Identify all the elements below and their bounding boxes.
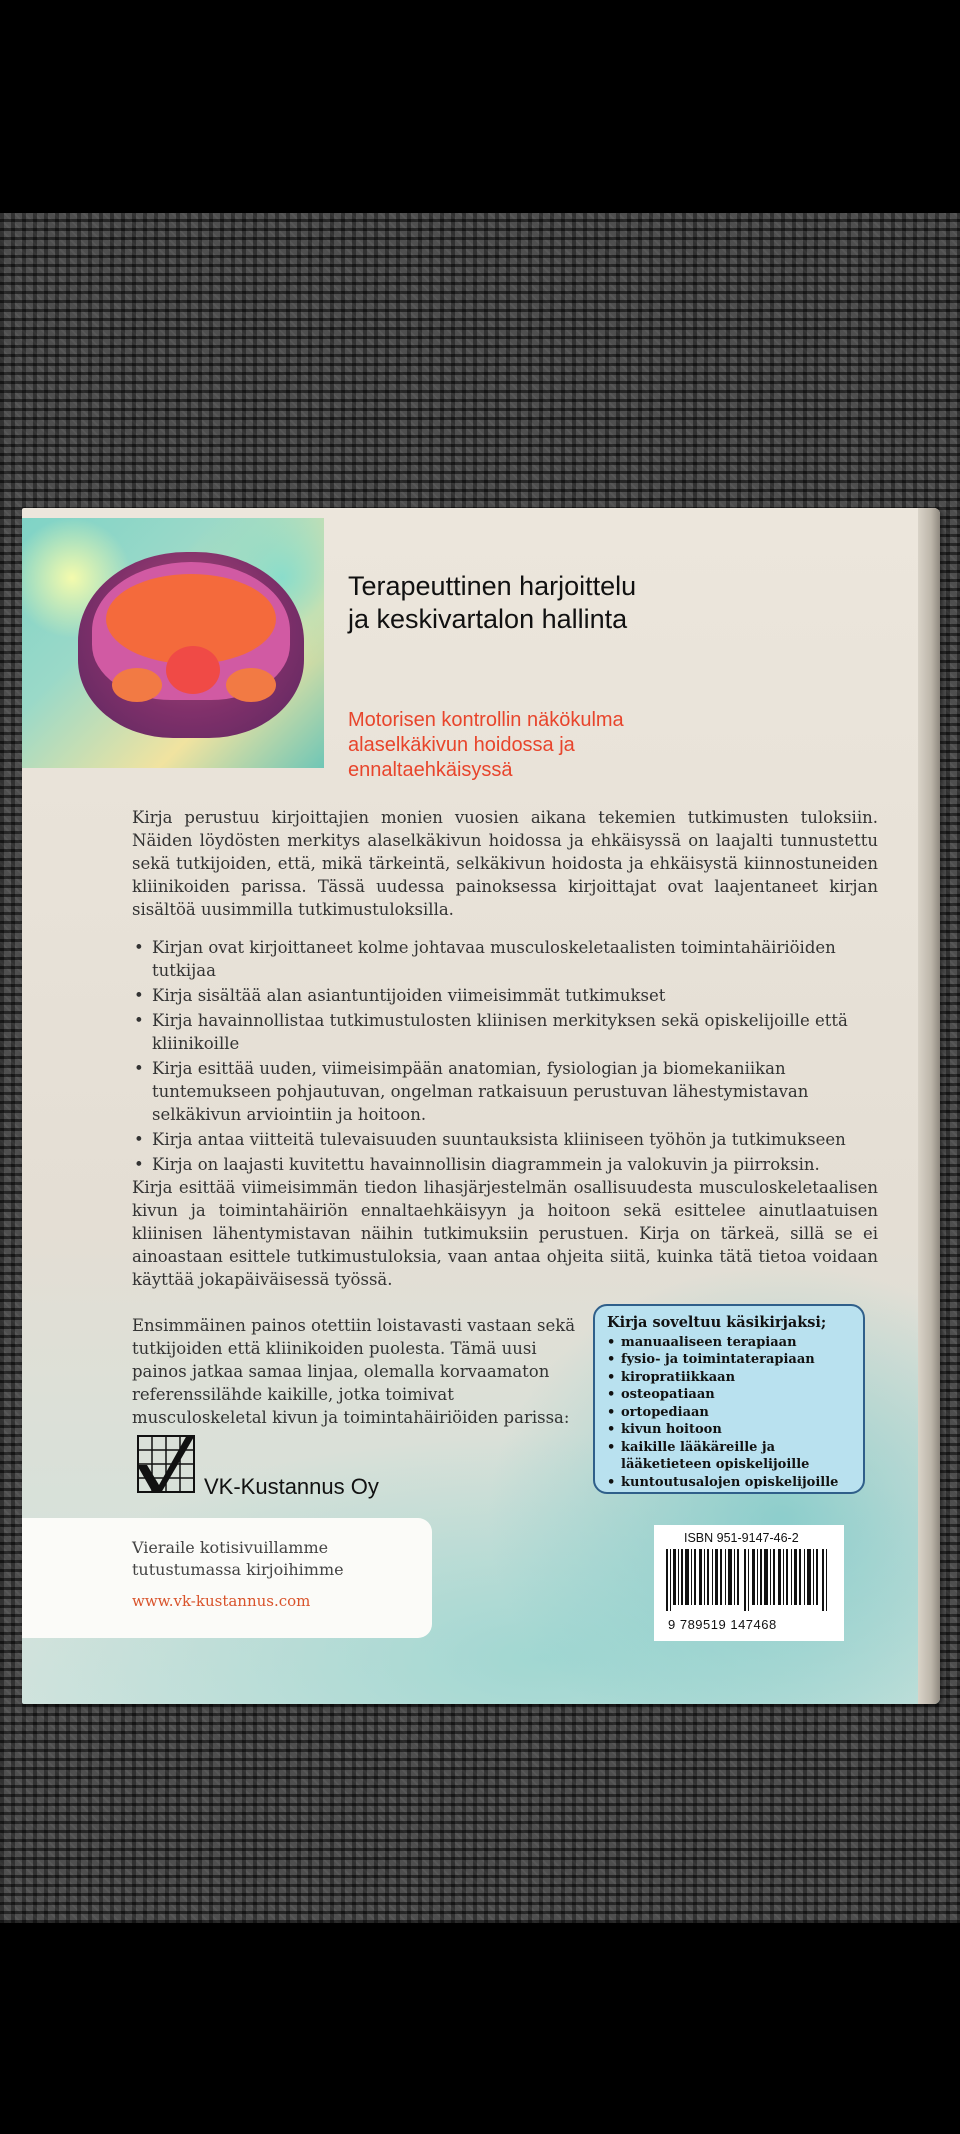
feature-list (132, 936, 882, 1178)
illustration-right-muscle (226, 668, 276, 702)
publisher-logo-icon (137, 1435, 195, 1493)
audience-item: • fysio- ja toimintaterapiaan (607, 1351, 851, 1369)
isbn-label: ISBN 951-9147-46-2 (684, 1531, 799, 1545)
barcode-panel (654, 1525, 844, 1641)
book-title: Terapeuttinen harjoittelu ja keskivartalon hallinta (348, 571, 637, 634)
ean-number: 9 789519 147468 (668, 1617, 777, 1632)
feature-item: • Kirja antaa viitteitä tulevaisuuden suuntauksista kliiniseen työhön ja tutkimukseen (132, 1128, 882, 1151)
audience-item: • ortopediaan (607, 1404, 851, 1422)
website-url: www.vk-kustannus.com (132, 1592, 311, 1610)
audience-item: • kaikille lääkäreille ja lääketieteen opiskelijoille (607, 1439, 851, 1474)
visit-line-1: Vieraile kotisivuillamme (132, 1538, 329, 1557)
feature-item: • Kirja havainnollistaa tutkimustulosten kliinisen merkityksen sekä opiskelijoille että kliinikoille (132, 1009, 882, 1055)
description-paragraph: Kirja esittää viimeisimmän tiedon lihasjärjestelmän osallisuudesta musculoskeletaalisen kivun ja toimintahäiriön ennaltaehkäisyyn ja hoitoon sekä esittelee ainutlaatuisen kliinisen lähentymistavan näihin tutkimuksiin perustuen. Kirja on tärkeä, sillä se ei ainoastaan esittele tutkimustuloksia, vaan antaa ohjeita siitä, kuinka tätä tietoa voidaan käyttää jokapäiväisessä työssä. (132, 1178, 878, 1289)
illustration-left-muscle (112, 668, 162, 702)
book-spine-edge (918, 508, 940, 1704)
barcode-icon (664, 1549, 832, 1611)
cross-section-illustration (22, 518, 324, 768)
audience-item: • kivun hoitoon (607, 1421, 851, 1439)
book-subtitle: Motorisen kontrollin näkökulma alaselkäkivun hoidossa ja ennaltaehkäisyssä (348, 709, 624, 781)
audience-item: • manuaaliseen terapiaan (607, 1334, 851, 1352)
feature-item: • Kirja esittää uuden, viimeisimpään anatomian, fysiologian ja biomekaniikan tuntemukseen pohjautuvan, ongelman ratkaisuun perustuvan lähestymistavan selkäkivun arviointiin ja hoitoon. (132, 1057, 882, 1126)
audience-item: • kiropratiikkaan (607, 1369, 851, 1387)
book-back-cover (22, 508, 940, 1704)
visit-line-2: tutustumassa kirjoihimme (132, 1560, 344, 1579)
audience-heading: Kirja soveltuu käsikirjaksi; (607, 1314, 827, 1331)
audience-item: • osteopatiaan (607, 1386, 851, 1404)
intro-paragraph: Kirja perustuu kirjoittajien monien vuosien aikana tekemien tutkimusten tuloksiin. Näiden löydösten merkitys alaselkäkivun hoidossa ja ehkäisyssä on laajalti tunnustettu sekä tutkijoiden, että, mikä tärkeintä, selkäkivun hoidosta ja ehkäisystä kiinnostuneiden kliinikoiden parissa. Tässä uudessa painoksessa kirjoittajat ovat laajentaneet kirjan sisältöä uusimmilla tutkimustuloksilla. (132, 808, 878, 919)
audience-item: • kuntoutusalojen opiskelijoille (607, 1474, 851, 1492)
feature-item: • Kirja sisältää alan asiantuntijoiden viimeisimmät tutkimukset (132, 984, 882, 1007)
illustration-spine (166, 646, 220, 694)
audience-box (593, 1304, 865, 1494)
website-panel (22, 1518, 432, 1638)
publisher-name: VK-Kustannus Oy (204, 1474, 379, 1499)
feature-item: • Kirja on laajasti kuvitettu havainnollisin diagrammein ja valokuvin ja piirroksin. (132, 1153, 882, 1176)
edition-paragraph: Ensimmäinen painos otettiin loistavasti vastaan sekä tutkijoiden että kliinikoiden puolesta. Tämä uusi painos jatkaa samaa linjaa, olemalla korvaamaton referenssilähde kaikille, jotka toimivat musculoskeletal kivun ja toimintahäiriöiden parissa: (132, 1316, 576, 1427)
feature-item: • Kirjan ovat kirjoittaneet kolme johtavaa musculoskeletaalisten toimintahäiriöiden tutkijaa (132, 936, 882, 982)
